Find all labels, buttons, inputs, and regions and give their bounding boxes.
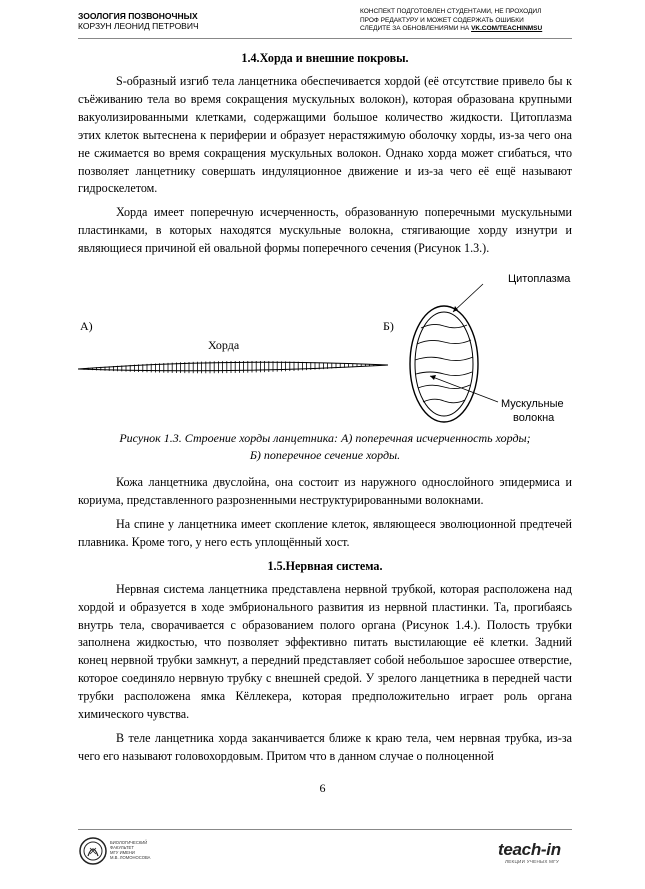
muscle-label-2: волокна xyxy=(513,412,555,425)
teach-in-subtitle: ЛЕКЦИИ УЧЕНЫХ МГУ xyxy=(505,859,560,864)
chord-longitudinal xyxy=(78,361,388,373)
paragraph: Кожа ланцетника двуслойна, она состоит из наружного однослойного эпидермиса и кориума, представленного разрозненными неструктурированными волокнами. xyxy=(78,475,572,507)
disclaimer-prefix: СЛЕДИТЕ ЗА ОБНОВЛЕНИЯМИ НА xyxy=(360,25,472,32)
cytoplasm-pointer xyxy=(453,284,483,312)
course-title: ЗООЛОГИЯ ПОЗВОНОЧНЫХ xyxy=(78,11,198,21)
footer-divider xyxy=(78,829,572,830)
vk-link[interactable]: VK.COM/TEACHINMSU xyxy=(471,25,543,32)
paragraph: Хорда имеет поперечную исчерченность, образованную поперечными мускульными пластинками, в которых находятся мускульные волокна, стягивающие хорду изнутри и являющиеся причиной ей овальной формы поперечного сечения (Рисунок 1.3.). xyxy=(78,205,572,256)
cytoplasm-label: Цитоплазма xyxy=(508,273,571,286)
caption-line-1: Рисунок 1.3. Строение хорды ланцетника: А) поперечная исчерченность хорды; xyxy=(119,431,531,446)
header-course-info xyxy=(78,11,199,31)
section-title-chord: 1.4.Хорда и внешние покровы. xyxy=(241,51,409,65)
paragraph: В теле ланцетника хорда заканчивается ближе к краю тела, чем нервная трубка, из-за чего его называют головохордовым. Притом что в данном случае о полноценной xyxy=(78,730,572,763)
figure-chord-structure xyxy=(78,264,572,430)
page-header xyxy=(0,0,645,40)
paragraph: Нервная система ланцетника представлена нервной трубкой, которая расположена над хордой и образуется в ходе эмбрионального развития из нервной пластинки. Та, прогибаясь внутрь тела, сворачивается с образованием полого органа (Рисунок 1.4.). Полость трубки заполнена жидкостью, что позволяет эффективно питать выстилающие её клетки. Задний конец нервной трубки замкнут, а передний представляет собой небольшое заросшее отверстие, которое соединяло нервную трубку с внешней средой. У зрелого ланцетника в передней части трубки расположена ямка Кёллекера, которая предположительно играет роль органа химического чувства. xyxy=(78,581,572,722)
faculty-line-2: ФАКУЛЬТЕТ xyxy=(110,845,134,850)
chord-diagram xyxy=(78,264,572,430)
caption-line-2: Б) поперечное сечение хорды. xyxy=(249,448,401,463)
msu-biology-logo-icon xyxy=(78,836,108,866)
faculty-line-3: МГУ ИМЕНИ xyxy=(110,850,135,855)
chord-cross-section xyxy=(410,306,478,422)
disclaimer-line-3 xyxy=(360,25,542,34)
faculty-line-4: М.В. ЛОМОНОСОВА xyxy=(110,855,151,860)
paragraph: S-образный изгиб тела ланцетника обеспечивается хордой (её отсутствие привело бы к съёживанию тела во время сокращения мускульных волокон), которая образована крупными вакуолизированными клетками, содержащими большое количество жидкости. Цитоплазма этих клеток вытеснена к периферии и образует нерастяжимую оболочку хорды, из-за чего она не сжимается во время сокращения мускульных волокон. Однако хорда может сгибаться, что позволяет ланцетнику совершать индуляционное движение и из-за чего её ещё называют гидроскелетом. xyxy=(78,74,572,196)
label-a: А) xyxy=(80,319,93,334)
section-title-nervous-system: 1.5.Нервная система. xyxy=(267,558,383,573)
lecturer-name: КОРЗУН ЛЕОНИД ПЕТРОВИЧ xyxy=(78,21,199,31)
paragraph: На спине у ланцетника имеет скопление клеток, являющееся эволюционной предтечей плавника. Кроме того, у него есть уплощённый хост. xyxy=(78,516,572,549)
chord-label: Хорда xyxy=(208,338,240,353)
page-number: 6 xyxy=(319,781,326,795)
figure-caption xyxy=(78,430,572,464)
faculty-line-1: БИОЛОГИЧЕСКИЙ xyxy=(110,840,148,845)
faculty-name xyxy=(110,840,150,860)
teach-in-logo: teach-in xyxy=(498,840,561,859)
header-disclaimer xyxy=(360,8,542,34)
page-content xyxy=(78,50,572,772)
disclaimer-line-1: КОНСПЕКТ ПОДГОТОВЛЕН СТУДЕНТАМИ, НЕ ПРОХОДИЛ xyxy=(360,8,542,15)
header-divider xyxy=(78,38,572,39)
label-b: Б) xyxy=(383,319,394,334)
muscle-label-1: Мускульные xyxy=(501,398,564,411)
disclaimer-line-2: ПРОФ РЕДАКТУРУ И МОЖЕТ СОДЕРЖАТЬ ОШИБКИ xyxy=(360,16,524,24)
